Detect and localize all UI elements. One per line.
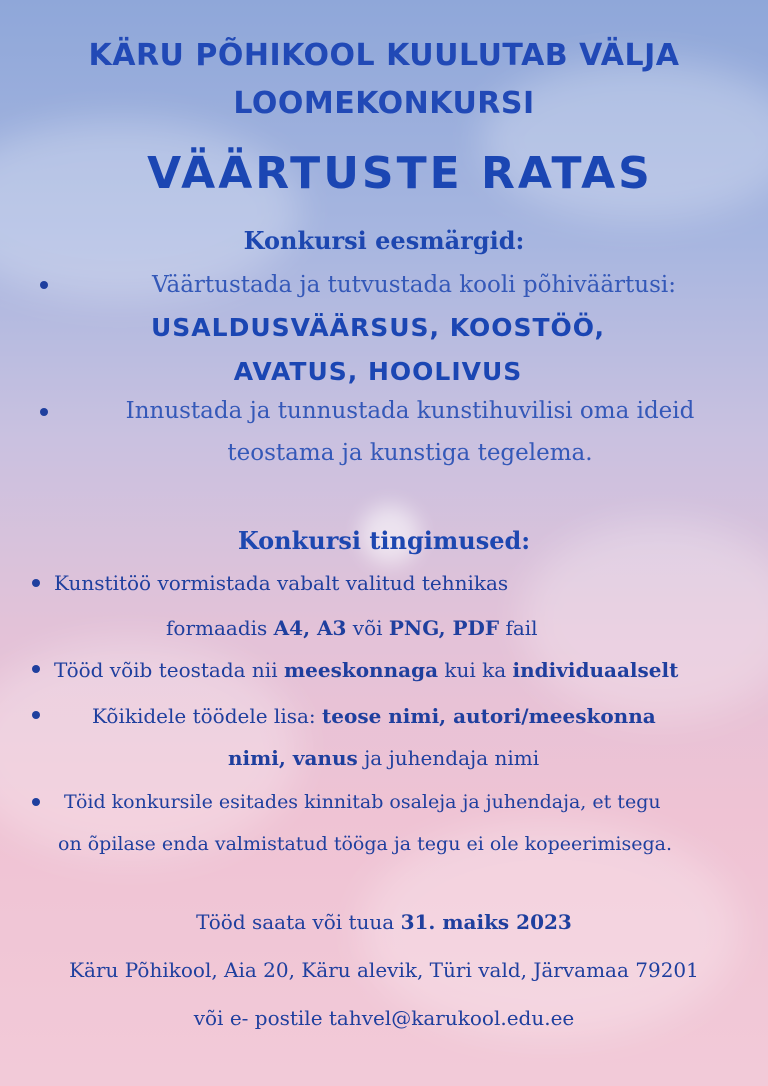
submission-info [0,898,768,1042]
bullet-dot [32,798,40,806]
goal-bullet-2 [26,390,768,474]
team-emphasis: meeskonnaga [283,658,439,682]
format-digital: PNG, PDF [388,616,500,640]
deadline-line [0,898,768,946]
deadline-date: 31. maiks 2023 [400,910,572,934]
condition-4-line-2: on õpilase enda valmistatud tööga ja tegu ei ole kopeerimisega. [58,833,673,855]
goal-bullet-1: Väärtustada ja tutvustada kooli põhiväärtusi: [151,272,676,298]
condition-4-line-1: Töid konkursile esitades kinnitab osaleja ja juhendaja, et tegu [64,791,661,813]
text: fail [499,616,538,640]
goal-bullet-2-line-1: Innustada ja tunnustada kunstihuvilisi oma ideid [125,398,695,424]
values-line-2: AVATUS, HOOLIVUS [233,357,523,386]
contest-title: VÄÄRTUSTE RATAS [147,148,653,199]
condition-1-line-1: Kunstitöö vormistada vabalt valitud tehnikas [54,571,509,595]
required-info: teose nimi, autori/meeskonna [322,704,656,728]
text: kui ka [438,658,513,682]
values-line-1: USALDUSVÄÄRSUS, KOOSTÖÖ, [150,313,606,342]
email-line: või e- postile tahvel@karukool.edu.ee [193,1006,575,1030]
conditions-heading: Konkursi tingimused: [237,526,531,555]
text: Tööd saata või tuua [196,910,401,934]
text: või [346,616,389,640]
goal-bullet-2-line-2: teostama ja kunstiga tegelema. [227,440,593,466]
core-values [0,306,762,394]
address-line: Käru Põhikool, Aia 20, Käru alevik, Türi vald, Järvamaa 79201 [69,958,699,982]
format-paper: A4, A3 [273,616,347,640]
bullet-dot [32,711,40,719]
header-line-1: KÄRU PÕHIKOOL KUULUTAB VÄLJA [88,38,680,73]
announcement-header [0,32,768,128]
bullet-dot [32,665,40,673]
header-line-2: LOOMEKONKURSI [233,86,535,121]
condition-3-line-2 [228,736,539,780]
individual-emphasis: individuaalselt [512,658,679,682]
condition-3-line-1 [92,694,656,738]
condition-2 [54,648,678,692]
condition-1-line-2 [166,606,538,650]
bullet-dot [32,579,40,587]
goals-heading: Konkursi eesmärgid: [243,226,525,255]
text: ja juhendaja nimi [357,746,540,770]
text: Tööd võib teostada nii [54,658,284,682]
required-info: nimi, vanus [228,746,358,770]
text: formaadis [166,616,274,640]
text: Kõikidele töödele lisa: [92,704,323,728]
